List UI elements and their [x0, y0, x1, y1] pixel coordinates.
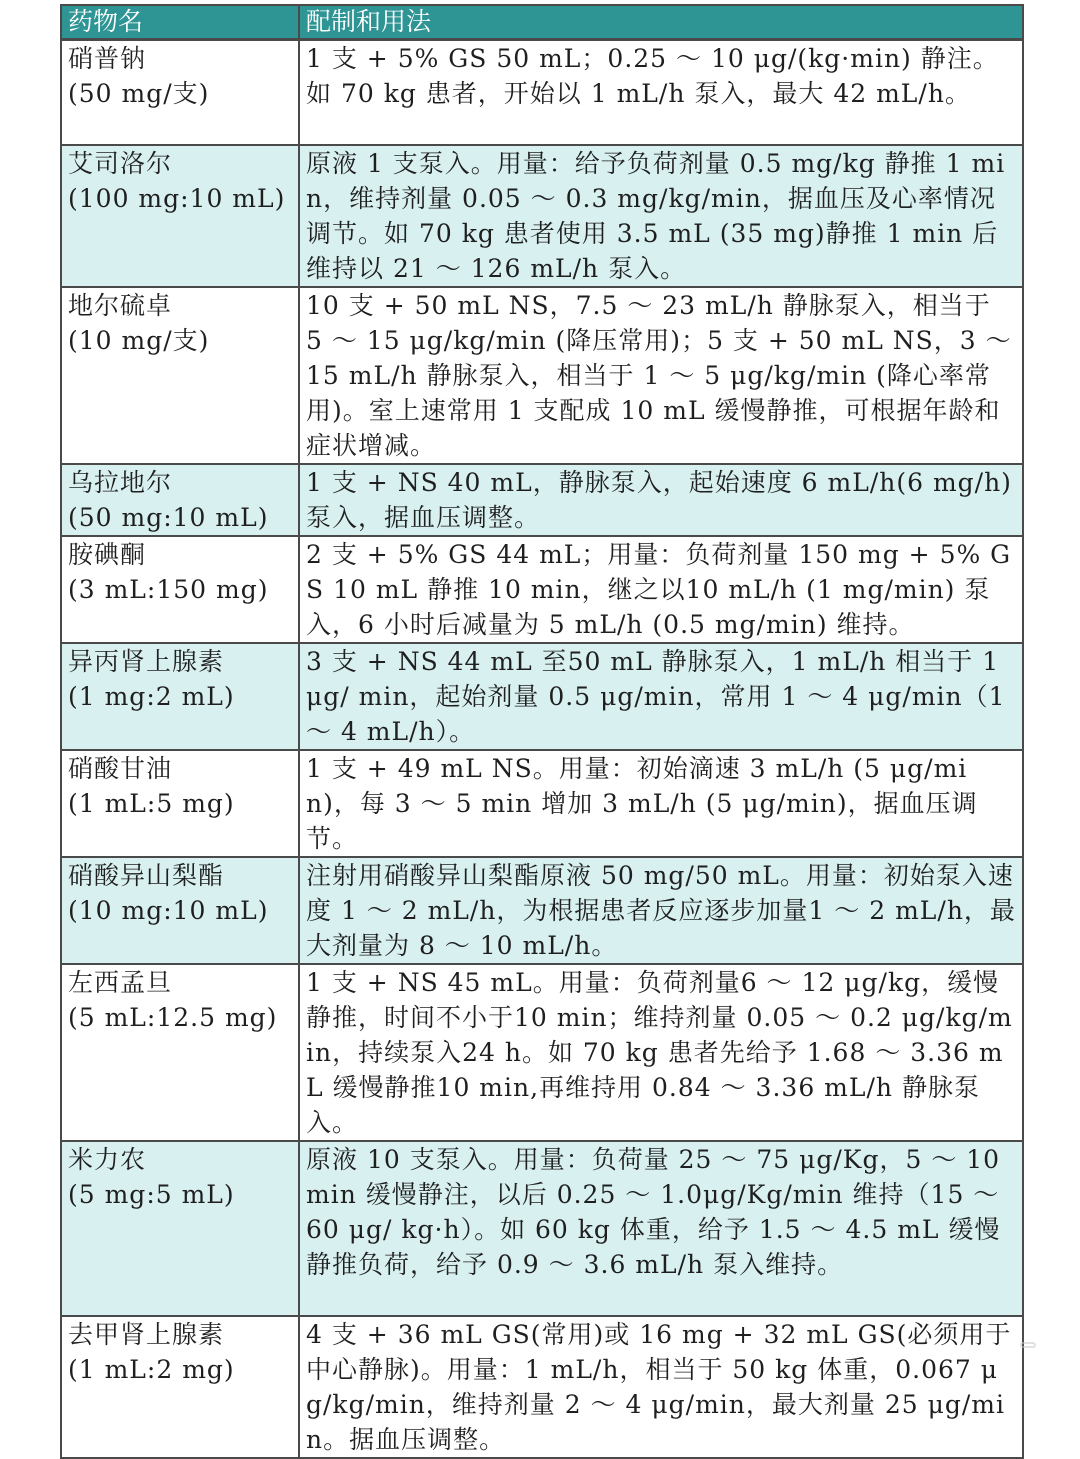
usage-text: 原液 10 支泵入。用量：负荷量 25 ～ 75 μg/Kg，5 ～ 10 min 缓慢静注，以后 0.25 ～ 1.0μg/Kg/min 维持（15 ～ 60 μg/ kg·h）。如 60 kg 体重，给予 1.5 ～ 4.5 mL 缓慢静推负荷，给予 0.9 ～ 3.6 mL/h 泵入维持。: [306, 1144, 1001, 1279]
usage-text: 原液 1 支泵入。用量：给予负荷剂量 0.5 mg/kg 静推 1 min，维持剂量 0.05 ～ 0.3 mg/kg/min，据血压及心率情况调节。如 70 kg 患者使用 3.5 mL (35 mg)静推 1 min 后维持以 21 ～ 126 mL/h 泵入。: [306, 148, 1006, 283]
usage-text: 3 支 + NS 44 mL 至50 mL 静脉泵入，1 mL/h 相当于 1 μg/ min，起始剂量 0.5 μg/min，常用 1 ～ 4 μg/min（1 ～ 4 mL/h）。: [306, 646, 1006, 746]
usage-cell: [299, 536, 1023, 643]
drug-name: 米力农: [68, 1144, 147, 1174]
drug-spec: (5 mg:5 mL): [68, 1179, 235, 1209]
usage-text: 4 支 + 36 mL GS(常用)或 16 mg + 32 mL GS(必须用于中心静脉)。用量：1 mL/h，相当于 50 kg 体重，0.067 μg/kg/min，维持剂量 2 ～ 4 μg/min，最大剂量 25 μg/min。据血压调整。: [306, 1319, 1012, 1454]
usage-cell: [299, 643, 1023, 750]
drug-spec: (10 mg:10 mL): [68, 895, 269, 925]
table-row: [61, 1141, 1023, 1316]
drug-spec: (1 mL:2 mg): [68, 1354, 235, 1384]
table-row: [61, 643, 1023, 750]
usage-text: 1 支 + NS 40 mL，静脉泵入，起始速度 6 mL/h(6 mg/h) 泵入，据血压调整。: [306, 467, 1012, 532]
drug-cell: [61, 750, 299, 857]
usage-cell: [299, 145, 1023, 287]
drug-name: 硝普钠: [68, 44, 147, 73]
usage-text: 1 支 + 5% GS 50 mL；0.25 ～ 10 μg/(kg·min) 静注。如 70 kg 患者，开始以 1 mL/h 泵入，最大 42 mL/h。: [306, 44, 999, 108]
drug-spec: (50 mg:10 mL): [68, 502, 269, 532]
usage-text: 10 支 + 50 mL NS，7.5 ～ 23 mL/h 静脉泵入，相当于 5 ～ 15 μg/kg/min (降压常用)；5 支 + 50 mL NS，3 ～ 15 mL/h 静脉泵入，相当于 1 ～ 5 μg/kg/min (降心率常用)。室上速常用 1 支配成 10 mL 缓慢静推，可根据年龄和症状增减。: [306, 290, 1012, 460]
header-usage: 配制和用法: [299, 5, 1023, 40]
table-row: [61, 464, 1023, 536]
usage-text: 注射用硝酸异山梨酯原液 50 mg/50 mL。用量：初始泵入速度 1 ～ 2 mL/h，为根据患者反应逐步加量1 ～ 2 mL/h，最大剂量为 8 ～ 10 mL/h。: [306, 860, 1016, 960]
drug-spec: (1 mL:5 mg): [68, 788, 235, 818]
drug-spec: (10 mg/支): [68, 325, 210, 355]
usage-cell: [299, 1316, 1023, 1458]
usage-text: 1 支 + 49 mL NS。用量：初始滴速 3 mL/h (5 μg/min)，每 3 ～ 5 min 增加 3 mL/h (5 μg/min)，据血压调节。: [306, 753, 978, 853]
usage-text: 1 支 + NS 45 mL。用量：负荷剂量6 ～ 12 μg/kg，缓慢静推，时间不小于10 min；维持剂量 0.05 ～ 0.2 μg/kg/min，持续泵入24 h。如 70 kg 患者先给予 1.68 ～ 3.36 mL 缓慢静推10 min,再维持用 0.84 ～ 3.36 mL/h 静脉泵入。: [306, 967, 1013, 1137]
drug-cell: [61, 40, 299, 145]
drug-name: 艾司洛尔: [68, 148, 173, 178]
header-drug-name: 药物名: [61, 5, 299, 40]
table-row: [61, 857, 1023, 964]
drug-cell: [61, 287, 299, 464]
drug-cell: [61, 1141, 299, 1316]
table-header-row: [61, 5, 1023, 40]
drug-name: 异丙肾上腺素: [68, 646, 225, 676]
drug-cell: [61, 536, 299, 643]
drug-spec: (3 mL:150 mg): [68, 574, 269, 604]
usage-cell: [299, 857, 1023, 964]
drug-name: 左西孟旦: [68, 967, 173, 997]
drug-spec: (5 mL:12.5 mg): [68, 1002, 278, 1032]
drug-cell: [61, 643, 299, 750]
table-row: [61, 750, 1023, 857]
table-row: [61, 145, 1023, 287]
usage-cell: [299, 40, 1023, 145]
drug-dosage-table: [60, 4, 1024, 1459]
usage-cell: [299, 1141, 1023, 1316]
drug-name: 胺碘酮: [68, 539, 147, 569]
drug-cell: [61, 964, 299, 1141]
usage-cell: [299, 964, 1023, 1141]
table-row: [61, 287, 1023, 464]
table-row: [61, 964, 1023, 1141]
drug-name: 地尔硫卓: [68, 290, 173, 320]
usage-cell: [299, 750, 1023, 857]
table-row: [61, 40, 1023, 145]
drug-spec: (1 mg:2 mL): [68, 681, 235, 711]
table-row: [61, 1316, 1023, 1458]
drug-cell: [61, 857, 299, 964]
drug-spec: (50 mg/支): [68, 79, 210, 108]
usage-text: 2 支 + 5% GS 44 mL；用量：负荷剂量 150 mg + 5% GS 10 mL 静推 10 min，继之以10 mL/h (1 mg/min) 泵入，6 小时后减量为 5 mL/h (0.5 mg/min) 维持。: [306, 539, 1012, 639]
drug-name: 去甲肾上腺素: [68, 1319, 225, 1349]
drug-cell: [61, 145, 299, 287]
usage-cell: [299, 287, 1023, 464]
table-row: [61, 536, 1023, 643]
usage-cell: [299, 464, 1023, 536]
drug-cell: [61, 464, 299, 536]
drug-name: 乌拉地尔: [68, 467, 173, 497]
drug-cell: [61, 1316, 299, 1458]
drug-name: 硝酸甘油: [68, 753, 173, 783]
drug-name: 硝酸异山梨酯: [68, 860, 225, 890]
drug-spec: (100 mg:10 mL): [68, 183, 286, 213]
